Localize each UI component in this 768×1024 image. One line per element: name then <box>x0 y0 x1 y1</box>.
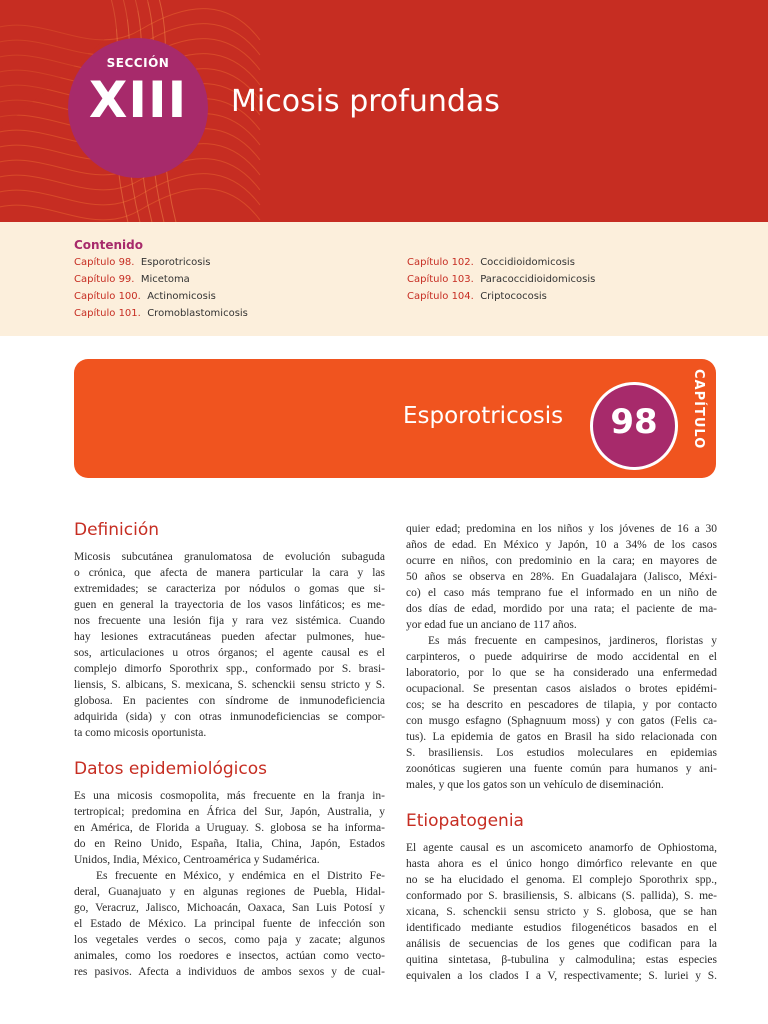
chapter-label: CAPÍTULO <box>691 369 706 450</box>
text-line: el Estado de México. La principal fuente de infección son <box>74 918 385 930</box>
text-line: yor edad fue un anciano de 117 años. <box>406 619 577 631</box>
text-line: cos; se ha descrito en pescadores de tilapia, y por contacto <box>406 699 717 711</box>
text-line: o crónica, que afecta de manera particular la cara y las <box>74 567 385 579</box>
text-line: en América, de Florida a Uruguay. S. globosa se ha informa- <box>74 822 385 834</box>
text-line: Es frecuente en México, y endémica en el Distrito Fe- <box>96 870 385 882</box>
contents-box <box>0 222 768 336</box>
chapter-ref: Capítulo 102. <box>407 257 474 268</box>
text-line: Unidos, India, México, Centroamérica y Sudamérica. <box>74 854 320 866</box>
chapter-ref: Capítulo 100. <box>74 291 141 302</box>
paragraph-datos-1 <box>74 788 385 868</box>
text-line: identificado mediante estudios filogenéticos basados en el <box>406 922 717 934</box>
section-header <box>0 0 768 222</box>
contents-item[interactable] <box>74 257 248 274</box>
text-line: xicana, S. schenckii sensu stricto y S. globosa, que se han <box>406 906 717 918</box>
chapter-number-badge <box>590 382 678 470</box>
text-line: guen en general la trayectoria de los vasos linfáticos; es me- <box>74 599 385 611</box>
text-line: hasta ahora es el único hongo dimórfico relevante en que <box>406 858 717 870</box>
paragraph-etiopatogenia <box>406 840 717 984</box>
text-line: con musgo esfagno (Sphagnuum moss) y con gatos (Felis ca- <box>406 715 717 727</box>
text-line: ocupacional. Se presentan casos aislados o brotes epidémi- <box>406 683 717 695</box>
text-line: tus). La epidemia de gatos en Brasil ha sido relacionada con <box>406 731 717 743</box>
text-line: sos, articulaciones u otros órganos; el agente causal es el <box>74 647 385 659</box>
text-line: zoonóticas sugieren una fuente común para humanos y ani- <box>406 763 717 775</box>
left-column <box>74 520 385 980</box>
text-line: liensis, S. albicans, S. mexicana, S. schenckii sensu stricto y S. <box>74 679 385 691</box>
text-line: equivalen a los clados I a V, respectivamente; S. luriei y S. <box>406 970 717 982</box>
section-label: SECCIÓN <box>106 56 170 70</box>
text-line: ta como micosis oportunista. <box>74 727 207 739</box>
section-title: Micosis profundas <box>231 84 500 119</box>
text-line: análisis de secuencias de los genes que codifican para la <box>406 938 717 950</box>
chapter-name: Esporotricosis <box>140 257 211 268</box>
text-line: ocurre en niños, con predominio en la cara; en mayores de <box>406 555 717 567</box>
section-number: XIII <box>88 71 188 129</box>
text-line: S. brasiliensis. Los estudios moleculares en epidemias <box>406 747 717 759</box>
text-line: co) el caso más temprano fue el informado en un niño de <box>406 587 717 599</box>
text-line: los vegetales verdes o secos, como paja y zacate; algunos <box>74 934 385 946</box>
chapter-name: Criptococosis <box>480 291 547 302</box>
contents-item[interactable] <box>74 274 248 291</box>
chapter-number: 98 <box>610 402 658 442</box>
contents-item[interactable] <box>407 257 595 274</box>
chapter-name: Cromoblastomicosis <box>147 308 248 319</box>
contents-column-2 <box>407 257 595 308</box>
text-line: deral, Guanajuato y en algunas regiones de Puebla, Hidal- <box>74 886 385 898</box>
contents-item[interactable] <box>407 291 595 308</box>
chapter-title: Esporotricosis <box>403 403 564 429</box>
text-line: dos días de edad, mordido por una rata; el paciente de ma- <box>406 603 717 615</box>
text-line: hay lesiones extracutáneas pueden afectar pulmones, hue- <box>74 631 385 643</box>
text-line: conformado por S. brasiliensis, S. albicans (S. pallida), S. me- <box>406 890 717 902</box>
text-line: adquirida (sida) y con otras inmunodeficiencias se compor- <box>74 711 385 723</box>
contents-column-1 <box>74 257 248 325</box>
text-line: laboratorio, por lo que se ha considerado una enfermedad <box>406 667 717 679</box>
paragraph-ocupacional <box>406 633 717 793</box>
paragraph-definicion <box>74 549 385 741</box>
heading-etiopatogenia: Etiopatogenia <box>406 811 524 831</box>
text-line: nos frecuente una lesión fija y rara vez sistémica. Cuando <box>74 615 385 627</box>
text-line: Es más frecuente en campesinos, jardineros, floristas y <box>428 635 717 647</box>
text-line: El agente causal es un ascomiceto anamorfo de Ophiostoma, <box>406 842 717 854</box>
text-line: 50 años se observa en 28%. En Guadalajara (Jalisco, Méxi- <box>406 571 717 583</box>
text-line: años de edad. En México y Japón, 10 a 34% de los casos <box>406 539 717 551</box>
contents-heading: Contenido <box>74 238 143 252</box>
text-line: animales, como los roedores e insectos, actúan como vecto- <box>74 950 385 962</box>
contents-item[interactable] <box>74 291 248 308</box>
chapter-ref: Capítulo 98. <box>74 257 135 268</box>
chapter-name: Paracoccidioidomicosis <box>480 274 596 285</box>
text-line: do en Reino Unido, España, Italia, China, Japón, Estados <box>74 838 385 850</box>
text-line: males, y que los gatos son un vehículo de diseminación. <box>406 779 664 791</box>
section-badge <box>68 38 208 178</box>
paragraph-continued <box>406 521 717 633</box>
text-line: go, Veracruz, Jalisco, Michoacán, Oaxaca, San Luis Potosí y <box>74 902 385 914</box>
text-line: quitina sintetasa, β-tubulina y calmodulina; estas especies <box>406 954 717 966</box>
chapter-banner <box>74 359 716 478</box>
chapter-ref: Capítulo 99. <box>74 274 135 285</box>
contents-item[interactable] <box>74 308 248 325</box>
right-column <box>406 521 717 984</box>
text-line: Es una micosis cosmopolita, más frecuente en la franja in- <box>74 790 385 802</box>
text-line: globosa. En pacientes con síndrome de inmunodeficiencia <box>74 695 385 707</box>
text-line: tertropical; predomina en África del Sur, Japón, Australia, y <box>74 806 385 818</box>
text-line: complejo dimorfo Sporothrix spp., conformado por S. brasi- <box>74 663 385 675</box>
text-line: no se ha elucidado el genoma. El complejo Sporothrix spp., <box>406 874 717 886</box>
contents-item[interactable] <box>407 274 595 291</box>
paragraph-datos-2 <box>74 868 385 980</box>
text-line: carpinteros, o puede adquirirse de modo accidental en el <box>406 651 717 663</box>
text-line: quier edad; predomina en los niños y los jóvenes de 16 a 30 <box>406 523 717 535</box>
chapter-name: Actinomicosis <box>147 291 216 302</box>
text-line: res pasivos. Afecta a individuos de ambos sexos y de cual- <box>74 966 385 978</box>
heading-definicion: Definición <box>74 520 159 540</box>
chapter-ref: Capítulo 103. <box>407 274 474 285</box>
text-line: extremidades; se caracteriza por nódulos o gomas que si- <box>74 583 385 595</box>
chapter-ref: Capítulo 101. <box>74 308 141 319</box>
chapter-name: Coccidioidomicosis <box>480 257 575 268</box>
text-line: Micosis subcutánea granulomatosa de evolución subaguda <box>74 551 385 563</box>
chapter-ref: Capítulo 104. <box>407 291 474 302</box>
heading-datos-epidemiologicos: Datos epidemiológicos <box>74 759 267 779</box>
chapter-name: Micetoma <box>140 274 190 285</box>
